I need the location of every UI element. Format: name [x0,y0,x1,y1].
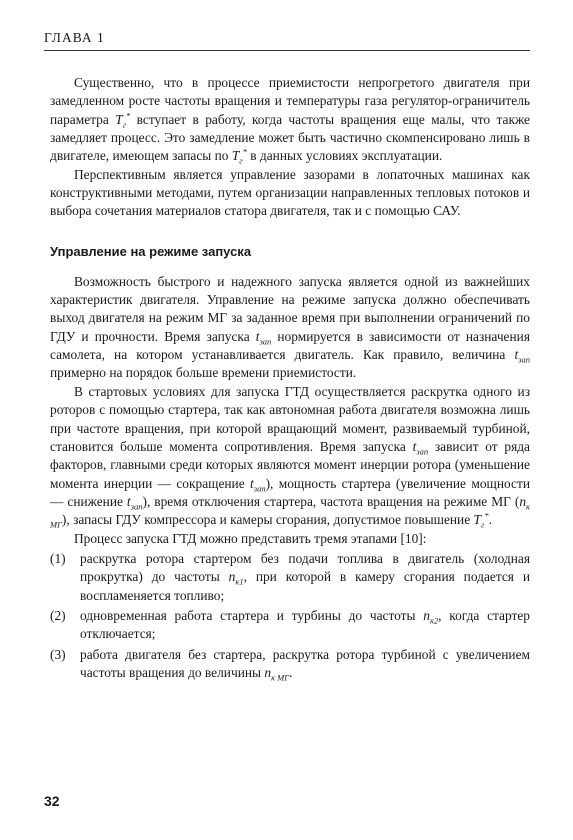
list-item-text: раскрутка ротора стартером без подачи топлива в двигатель (холодная прокрутка) до частоты $n_{к1}$, при которой в камеру сгорания подается и воспламеняется топливо; [80,550,530,603]
list-item-text: одновременная работа стартера и турбины до частоты $n_{к2}$, когда стартер отключается; [80,607,530,642]
symbol-n-mg: $n_{к МГ}$ [264,664,290,683]
page-number: 32 [44,793,60,809]
list-item-text: работа двигателя без стартера, раскрутка ротора турбиной с увеличением частоты вращения до величины $n_{к МГ}$. [80,646,530,683]
list-item-number: (2) [50,607,66,623]
symbol-t-gas: $T_г^*$ [231,146,247,167]
symbol-t-gas: $T_г^*$ [115,110,131,130]
page-body [50,74,530,684]
paragraph-3 [50,273,530,383]
text-run: вступает в работу, когда частоты вращения еще малы, что также замедляет процесс. Это замедление может быть частично скомпенсировано лишь в двигателе, имеющем запасы по [50,111,531,164]
text-run: ), мощность стартера (увеличение мощности — снижение [50,475,530,509]
text-run: в данных условиях эксплуатации. [246,148,443,164]
symbol-t-start: $t_{зап}$ [126,493,143,512]
symbol-t-start: $t_{зап}$ [250,475,266,494]
text-run: . [488,512,492,528]
paragraph-4 [50,383,530,530]
symbol-t-start: $t_{зап}$ [412,438,429,457]
paragraph-5: Процесс запуска ГТД можно представить тремя этапами [10]: [74,530,427,546]
list-item [50,646,530,683]
text-run: примерно на порядок больше времени приемистости. [50,365,357,381]
symbol-n-k2: $n_{к2}$ [423,607,439,626]
text-run: В стартовых условиях для запуска ГТД осуществляется раскрутка одного из роторов с помощью стартера, так как автономная работа двигателя возможна лишь при частоте вращения, при которой вращающий момент, развиваемый турбиной, становится больше момента сопротивления. Время запуска [50,383,530,454]
text-run: ), время отключения стартера, частота вращения на режиме МГ ( [142,493,520,509]
symbol-t-gas: $T_г^*$ [473,510,489,530]
section-heading: Управление на режиме запуска [50,243,252,259]
text-run: Возможность быстрого и надежного запуска является одной из важнейших характеристик двигателя. Управление на режиме запуска должно обеспечивать выход двигателя на режим МГ за заданное время при выполнении ограничений по ГДУ и прочности. Время запуска [50,273,530,344]
text-run: нормируется в зависимости от назначения самолета, на котором устанавливается двигатель. Как правило, величина [50,328,530,363]
paragraph-2: Перспективным является управление зазорами в лопаточных машинах как конструктивными методами, путем организации направленных тепловых потоков и выбора сочетания материалов статора двигателя, так и с помощью САУ. [50,166,530,219]
text-run: зависит от ряда факторов, главными среди которых являются момент инерции ротора (уменьшение момента инерции — сокращение [50,438,530,491]
symbol-t-start: $t_{зап}$ [255,328,272,347]
list-item [50,607,530,644]
list-item-number: (1) [50,550,66,566]
text-run: Существенно, что в процессе приемистости непрогретого двигателя при замедленном росте частоты вращения и температуры газа регулятор-ограничитель параметра [50,75,530,127]
symbol-t-start: $t_{зап}$ [514,347,530,365]
header-rule [44,50,530,51]
stage-list [50,550,530,682]
text-run: ), запасы ГДУ компрессора и камеры сгорания, допустимое повышение [61,512,474,528]
symbol-n-k1: $n_{к1}$ [228,569,244,587]
list-item [50,550,530,605]
paragraph-1 [50,74,530,166]
list-item-number: (3) [50,646,66,662]
symbol-n-mg: $n_{к МГ}$ [50,493,530,530]
chapter-header: ГЛАВА 1 [44,30,105,45]
